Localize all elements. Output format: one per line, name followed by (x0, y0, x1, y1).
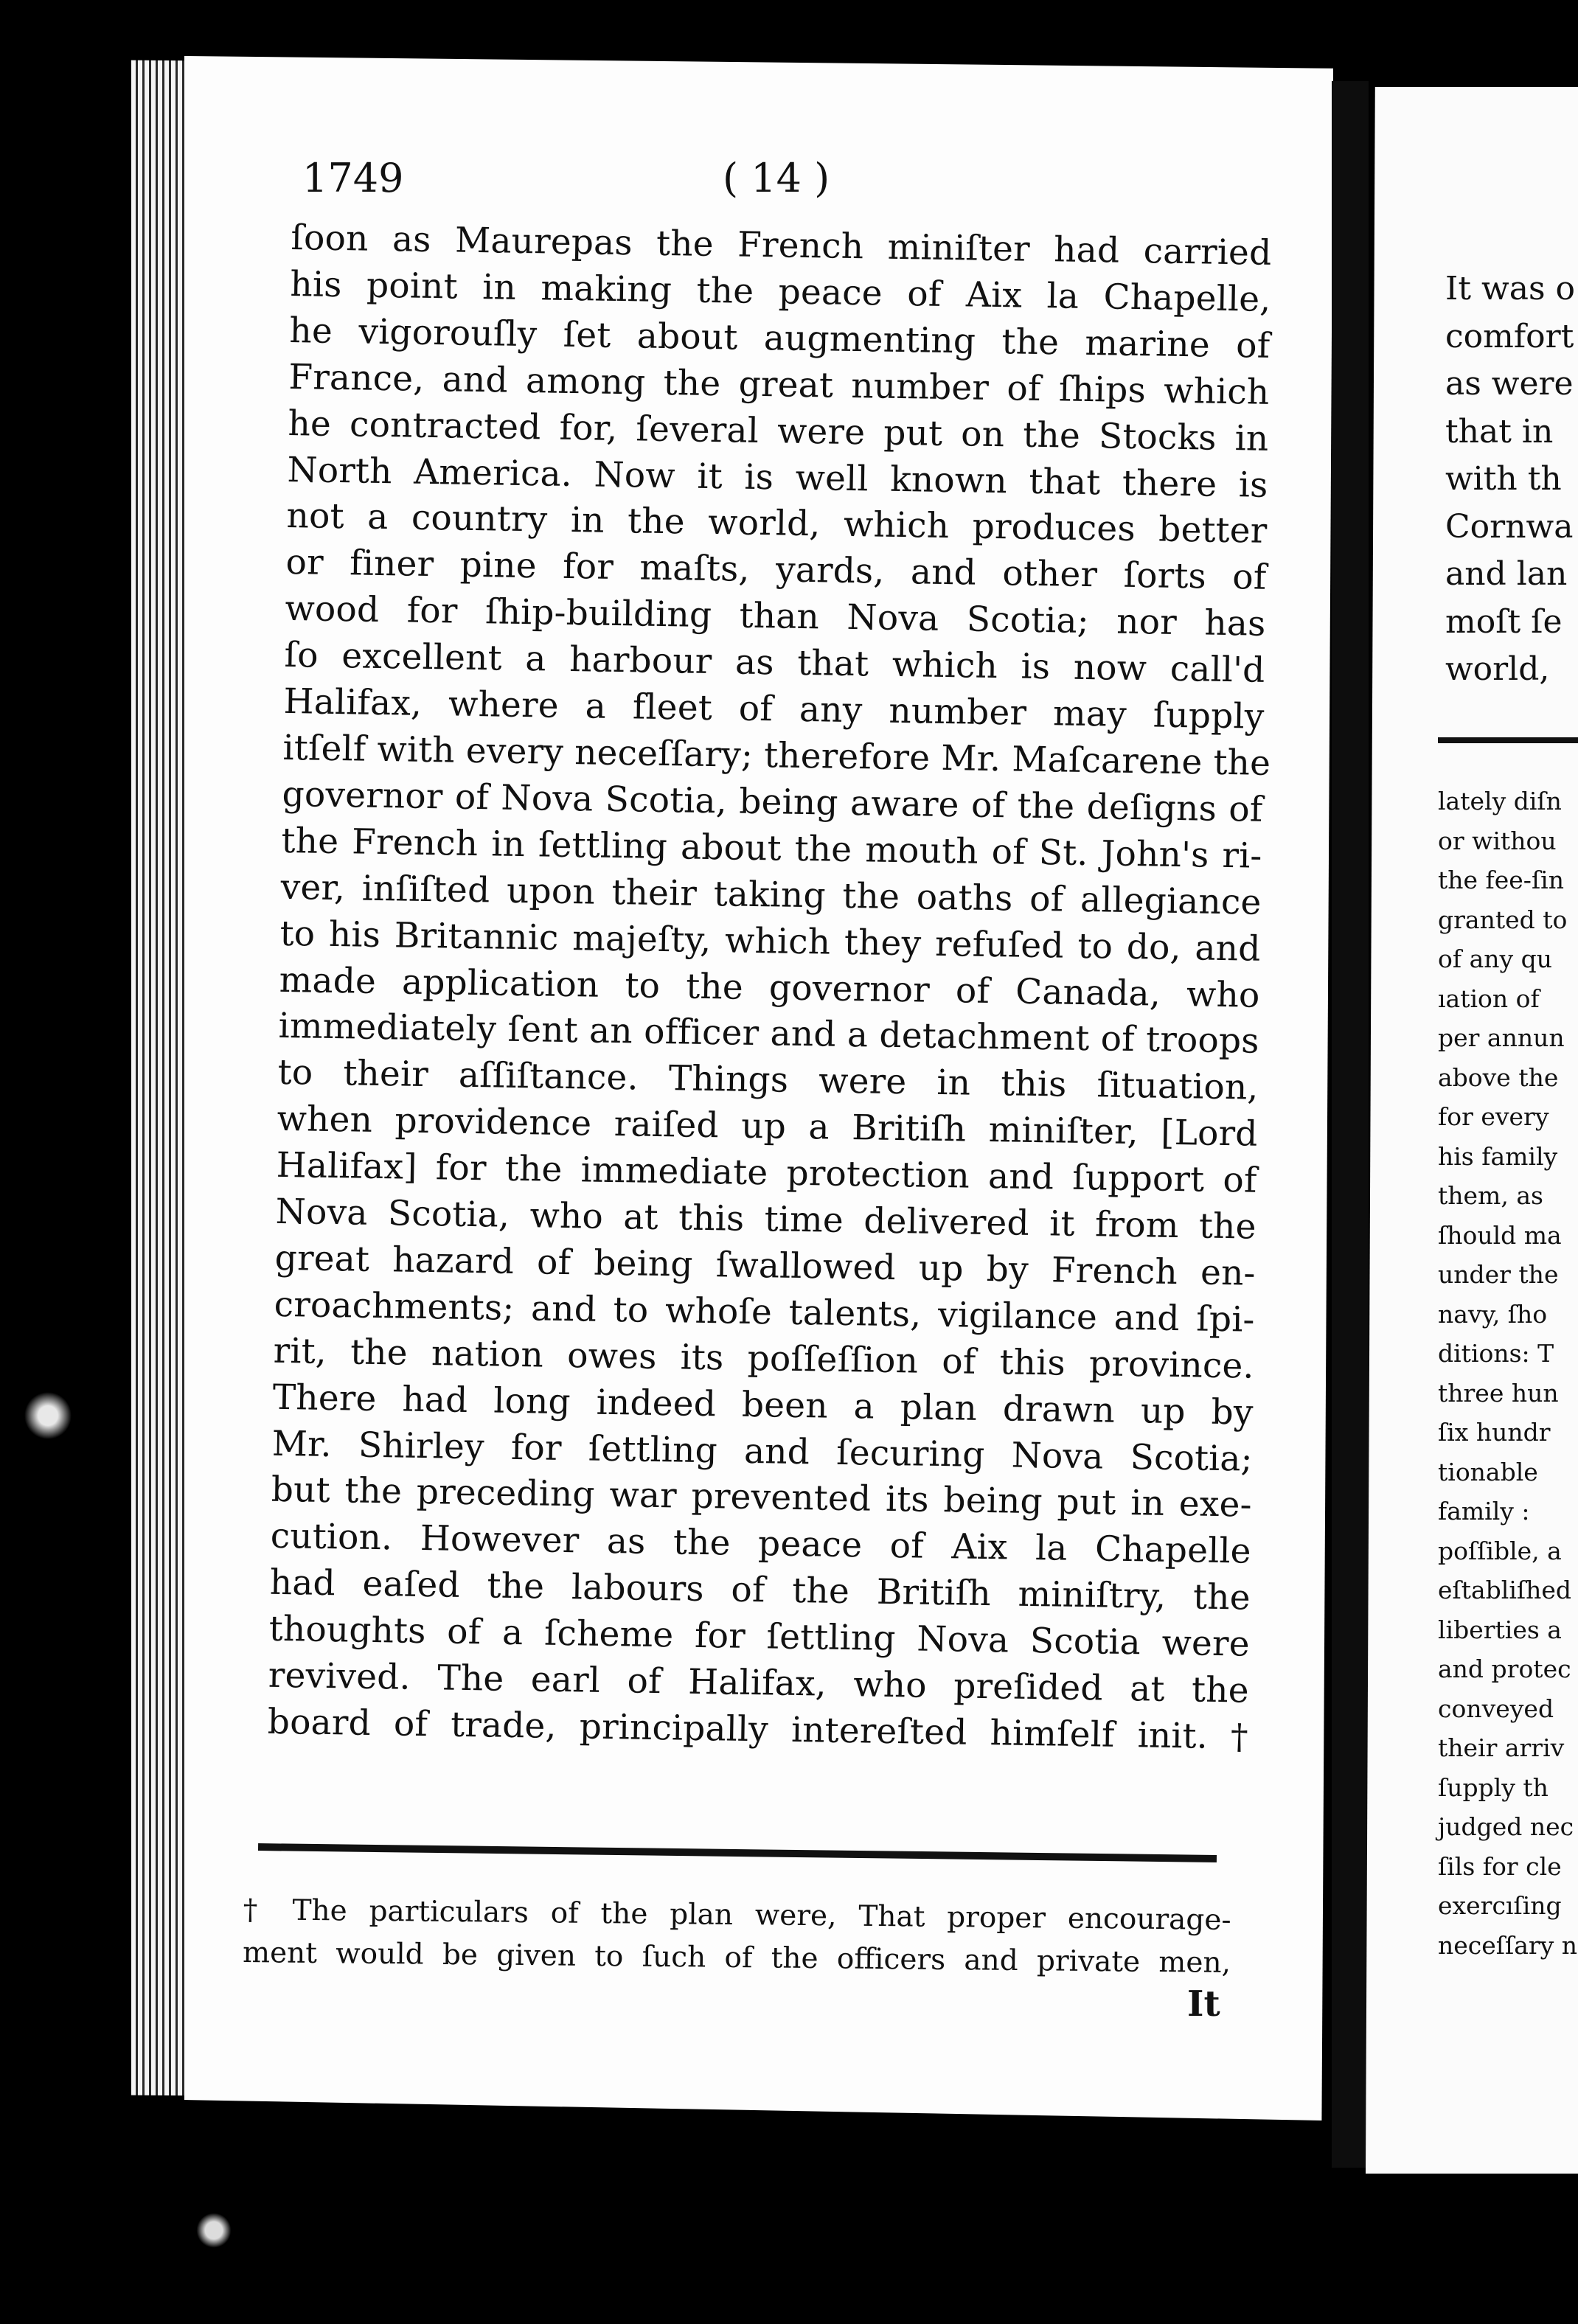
text-line: not a country in the world, which produces better (286, 495, 1268, 552)
text-line: wood for ſhip-building than Nova Scotia; nor has (285, 588, 1266, 645)
text-line: It was o (1445, 270, 1575, 307)
text-line: Mr. Shirley for ſettling and ſecuring Nova Scotia; (271, 1423, 1254, 1480)
text-line: moſt ſe (1445, 602, 1563, 641)
footnote-line: above the (1438, 1062, 1559, 1092)
right-footnote (1438, 782, 1578, 1965)
footnote-line: navy, ſho (1438, 1299, 1548, 1329)
footnote-line: ſupply th (1438, 1772, 1549, 1802)
footnote-line: tionable (1438, 1457, 1538, 1486)
footnote-line: judged nec (1438, 1812, 1574, 1841)
footnote-line: ſix hundr (1438, 1418, 1551, 1447)
footnote-line: eſtabliſhed (1438, 1576, 1572, 1604)
text-line: cution. However as the peace of Aix la Chapelle (270, 1516, 1252, 1573)
page-header (302, 155, 1261, 206)
footnote-line: their arriv (1438, 1733, 1565, 1762)
text-line: immediately ſent an officer and a detachment of troops (278, 1006, 1259, 1062)
text-line: ver, inſiſted upon their taking the oaths of allegiance (280, 866, 1262, 923)
footnote-line: exercıſing (1438, 1891, 1562, 1920)
footnote-line: three hun (1438, 1378, 1559, 1408)
footnote-line: liberties a (1438, 1615, 1562, 1644)
year-heading: 1749 (302, 155, 404, 201)
footnote-line: or withou (1438, 826, 1557, 855)
text-line: rit, the nation owes its poſſeſſion of this province. (273, 1330, 1255, 1387)
footnote-line: ditions: T (1438, 1339, 1554, 1368)
footnote-line: neceſſary n (1438, 1930, 1578, 1960)
text-line: itſelf with every neceſſary; therefore Mr. Maſcarene the (282, 727, 1271, 784)
footnote-line: ment would be given to ſuch of the officers and private men, (242, 1935, 1231, 1980)
text-line: as were (1445, 365, 1574, 403)
text-line: Halifax, where a fleet of any number may ſupply (283, 681, 1265, 737)
text-line: when providence raiſed up a Britiſh miniſter, [Lord (277, 1099, 1259, 1155)
text-line: board of trade, principally intereſted himſelf init. † (267, 1701, 1249, 1758)
footnote-line: ıation of (1438, 984, 1540, 1013)
page-number: ( 14 ) (723, 155, 830, 201)
text-line: There had long indeed been a plan drawn up by (272, 1377, 1254, 1433)
footnote-line: his family (1438, 1141, 1558, 1171)
footnote-line: granted to (1438, 905, 1568, 934)
footnote-line: † The particulars of the plan were, That proper encourage- (243, 1893, 1231, 1938)
text-line: the French in ſettling about the mouth of St. John's ri- (281, 820, 1262, 877)
text-line: to their aſſiſtance. Things were in this ſituation, (277, 1052, 1259, 1109)
text-line: that in (1445, 412, 1554, 450)
right-body-text (1445, 265, 1578, 694)
text-line: Halifax] for the immediate protection and ſupport of (276, 1144, 1258, 1201)
book-gutter (1332, 81, 1369, 2168)
text-line: great hazard of being ſwallowed up by French en- (274, 1237, 1257, 1294)
text-line: ſoon as Maurepas the French miniſter had carried (291, 217, 1272, 274)
text-line: or finer pine for maſts, yards, and other ſorts of (285, 542, 1267, 599)
footnote-divider (1438, 737, 1578, 743)
text-line: Nova Scotia, who at this time delivered it from the (275, 1191, 1257, 1248)
catchword: It (1187, 1983, 1220, 2025)
footnote-line: the fee-ſin (1438, 866, 1564, 894)
text-line: governor of Nova Scotia, being aware of the deſigns of (282, 773, 1263, 830)
text-line: world, (1445, 650, 1550, 688)
footnote-line: for every (1438, 1102, 1549, 1131)
footnote-line: ſils for cle (1438, 1851, 1562, 1881)
footnote-line: conveyed (1438, 1694, 1554, 1723)
text-line: made application to the governor of Canada, who (279, 959, 1260, 1016)
footnote-line: family : (1438, 1497, 1530, 1525)
footnote-line: and protec (1438, 1655, 1571, 1683)
footnote-line: lately diſn (1438, 787, 1562, 815)
footnote-line: of any qu (1438, 944, 1553, 973)
footnote-line: ſhould ma (1438, 1220, 1562, 1250)
text-line: croachments; and to whoſe talents, vigilance and ſpi- (274, 1284, 1256, 1340)
text-line: had eaſed the labours of the Britiſh miniſtry, the (269, 1562, 1251, 1618)
footnote-line: them, as (1438, 1181, 1543, 1210)
text-line: Cornwa (1445, 507, 1574, 546)
dust-speck (22, 1386, 74, 1445)
text-line: his point in making the peace of Aix la Chapelle, (290, 263, 1271, 320)
text-line: ſo excellent a harbour as that which is now call'd (284, 635, 1265, 691)
dust-speck (192, 2212, 236, 2249)
footnote-line: per annun (1438, 1023, 1565, 1052)
text-line: revived. The earl of Halifax, who preſided at the (268, 1655, 1250, 1711)
text-line: but the preceding war prevented its being put in exe- (271, 1469, 1253, 1526)
text-line: he vigorouſly ſet about augmenting the marine of (289, 310, 1271, 366)
text-line: and lan (1445, 555, 1568, 593)
text-line: France, and among the great number of ſhips which (288, 356, 1270, 413)
left-body-text (267, 215, 1271, 1761)
footnote-line: under the (1438, 1260, 1559, 1289)
text-line: with th (1445, 460, 1562, 498)
footnote-line: poſſible, a (1438, 1536, 1562, 1565)
text-line: thoughts of a ſcheme for ſettling Nova Scotia were (268, 1608, 1251, 1665)
text-line: comfort (1445, 317, 1574, 355)
left-footnote (243, 1889, 1231, 1985)
text-line: to his Britannic majeſty, which they refuſed to do, and (279, 913, 1261, 970)
text-line: he contracted for, ſeveral were put on the Stocks in (288, 403, 1269, 459)
text-line: North America. Now it is well known that there is (287, 449, 1268, 506)
